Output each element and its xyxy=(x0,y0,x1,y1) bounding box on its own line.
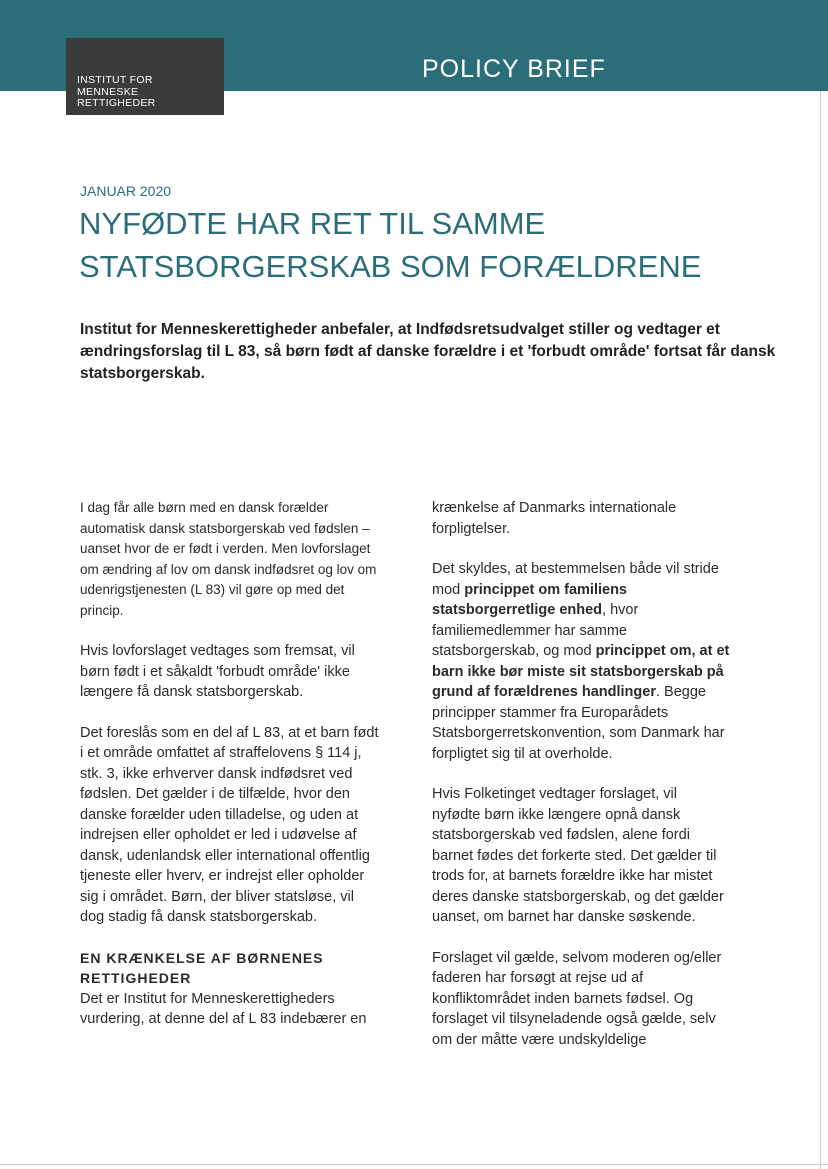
paragraph xyxy=(432,948,762,1051)
paragraph xyxy=(432,498,762,539)
text-line: konfliktområdet inden barnets fødsel. Og xyxy=(432,990,694,1007)
text-line xyxy=(432,682,762,703)
text-line: tjeneste eller hverv, er indrejst eller opholder xyxy=(80,868,365,884)
text-line xyxy=(432,580,762,601)
text-line: principper stammer fra Europarådets xyxy=(432,704,669,721)
logo-line: RETTIGHEDER xyxy=(77,97,156,109)
text-line: i et område omfattet af straffelovens § 114 j, xyxy=(80,745,362,761)
text-line: automatisk dansk statsborgerskab ved fødslen – xyxy=(80,520,370,536)
paragraph xyxy=(80,989,415,1030)
text-line: om ændring af lov om dansk indfødsret og lov om xyxy=(80,561,377,577)
page-edge-right xyxy=(820,91,821,1169)
text-line: indrejsen eller opholdet er led i udøvelse af xyxy=(80,827,357,843)
logo-line: INSTITUT FOR xyxy=(77,74,153,86)
text-line: stk. 3, ikke erhverver dansk indfødsret ved xyxy=(80,765,353,782)
text-line: Forslaget vil gælde, selvom moderen og/eller xyxy=(432,949,722,966)
text-line: forslaget vil tilsyneladende også gælde, selv xyxy=(432,1011,716,1027)
title-line: NYFØDTE HAR RET TIL SAMME xyxy=(79,206,546,241)
section-heading xyxy=(80,948,415,989)
paragraph xyxy=(80,498,415,621)
text-line: sig i området. Børn, der bliver statsløse, vil xyxy=(80,888,354,905)
text-line: I dag får alle børn med en dansk forælder xyxy=(80,500,329,515)
bold-principle: princippet om, at et xyxy=(595,643,730,659)
text-line xyxy=(432,662,762,683)
lead-line: ændringsforslag til L 83, så børn født af danske forældre i et 'forbudt område' fortsat får dansk xyxy=(80,343,776,360)
text-line: længere få dansk statsborgerskab. xyxy=(80,684,304,700)
text-line: Hvis Folketinget vedtager forslaget, vil xyxy=(432,786,677,802)
policy-brief-label: POLICY BRIEF xyxy=(422,55,606,83)
text-line: uanset hvor de er født i verden. Men lovforslaget xyxy=(80,541,371,556)
institute-logo xyxy=(66,38,224,115)
bold-principle: princippet om familiens xyxy=(464,581,627,598)
text-line xyxy=(432,641,762,662)
text-line: krænkelse af Danmarks internationale xyxy=(432,500,677,516)
text-line: børn født i et såkaldt 'forbudt område' ikke xyxy=(80,663,350,680)
paragraph xyxy=(80,723,415,928)
text-line: Hvis lovforslaget vedtages som fremsat, vil xyxy=(80,643,355,659)
text-line: Det foreslås som en del af L 83, at et barn født xyxy=(80,724,379,741)
text-span: statsborgerskab, og mod xyxy=(432,643,596,659)
text-line: faderen har forsøgt at rejse ud af xyxy=(432,970,644,986)
text-line: fødslen. Det gælder i de tilfælde, hvor den xyxy=(80,786,350,802)
text-line: dog stadig få dansk statsborgerskab. xyxy=(80,909,317,925)
left-column xyxy=(80,498,415,1050)
text-line: Det skyldes, at bestemmelsen både vil stride xyxy=(432,561,719,577)
heading-line: EN KRÆNKELSE AF BØRNENES xyxy=(80,949,324,966)
bold-principle: grund af forældrenes handlinger xyxy=(432,684,656,700)
text-line: princip. xyxy=(80,602,124,618)
heading-line: RETTIGHEDER xyxy=(80,970,192,986)
right-column xyxy=(432,498,762,1070)
text-span: mod xyxy=(432,581,465,598)
bold-principle: barn ikke bør miste sit statsborgerskab på xyxy=(432,663,724,680)
page-title xyxy=(79,202,769,288)
text-line: dansk, udenlandsk eller international offentlig xyxy=(80,847,370,864)
text-line: Det er Institut for Menneskerettigheders xyxy=(80,990,335,1007)
text-span: . Begge xyxy=(655,684,706,700)
text-line: statsborgerskab ved fødslen, alene fordi xyxy=(432,827,690,843)
text-line: forpligtelser. xyxy=(432,520,511,537)
text-line: nyfødte børn ikke længere opnå dansk xyxy=(432,806,681,823)
text-line: Statsborgerretskonvention, som Danmark har xyxy=(432,725,725,741)
logo-text xyxy=(77,75,156,110)
publication-date: JANUAR 2020 xyxy=(80,183,172,199)
lead-line: Institut for Menneskerettigheder anbefaler, at Indfødsretsudvalget stiller og vedtager et xyxy=(80,321,720,338)
text-line: barnet fødes det forkerte sted. Det gælder til xyxy=(432,847,717,864)
text-line: udenrigstjenesten (L 83) vil gøre op med det xyxy=(80,582,345,597)
paragraph xyxy=(80,641,415,703)
paragraph xyxy=(432,559,762,764)
text-line xyxy=(432,600,762,621)
text-line: familiemedlemmer har samme xyxy=(432,622,627,639)
logo-line: MENNESKE xyxy=(77,85,139,98)
bold-principle: statsborgerretlige enhed xyxy=(432,602,603,618)
text-span: , hvor xyxy=(602,602,639,618)
text-line: danske forælder uden tilladelse, og uden at xyxy=(80,806,359,823)
page-edge-bottom xyxy=(0,1164,828,1165)
lead-paragraph xyxy=(80,319,776,385)
title-line: STATSBORGERSKAB SOM FORÆLDRENE xyxy=(79,249,702,284)
text-line: forpligtet sig til at overholde. xyxy=(432,745,613,762)
text-line: om der måtte være undskyldelige xyxy=(432,1031,647,1048)
text-line: deres danske statsborgerskab, og det gælder xyxy=(432,888,724,905)
lead-line: statsborgerskab. xyxy=(80,365,205,382)
text-line: vurdering, at denne del af L 83 indebærer en xyxy=(80,1011,367,1027)
text-line: trods for, at barnets forældre ikke har mistet xyxy=(432,868,713,884)
text-line: uanset, om barnet har danske søskende. xyxy=(432,909,696,925)
paragraph xyxy=(432,784,762,928)
